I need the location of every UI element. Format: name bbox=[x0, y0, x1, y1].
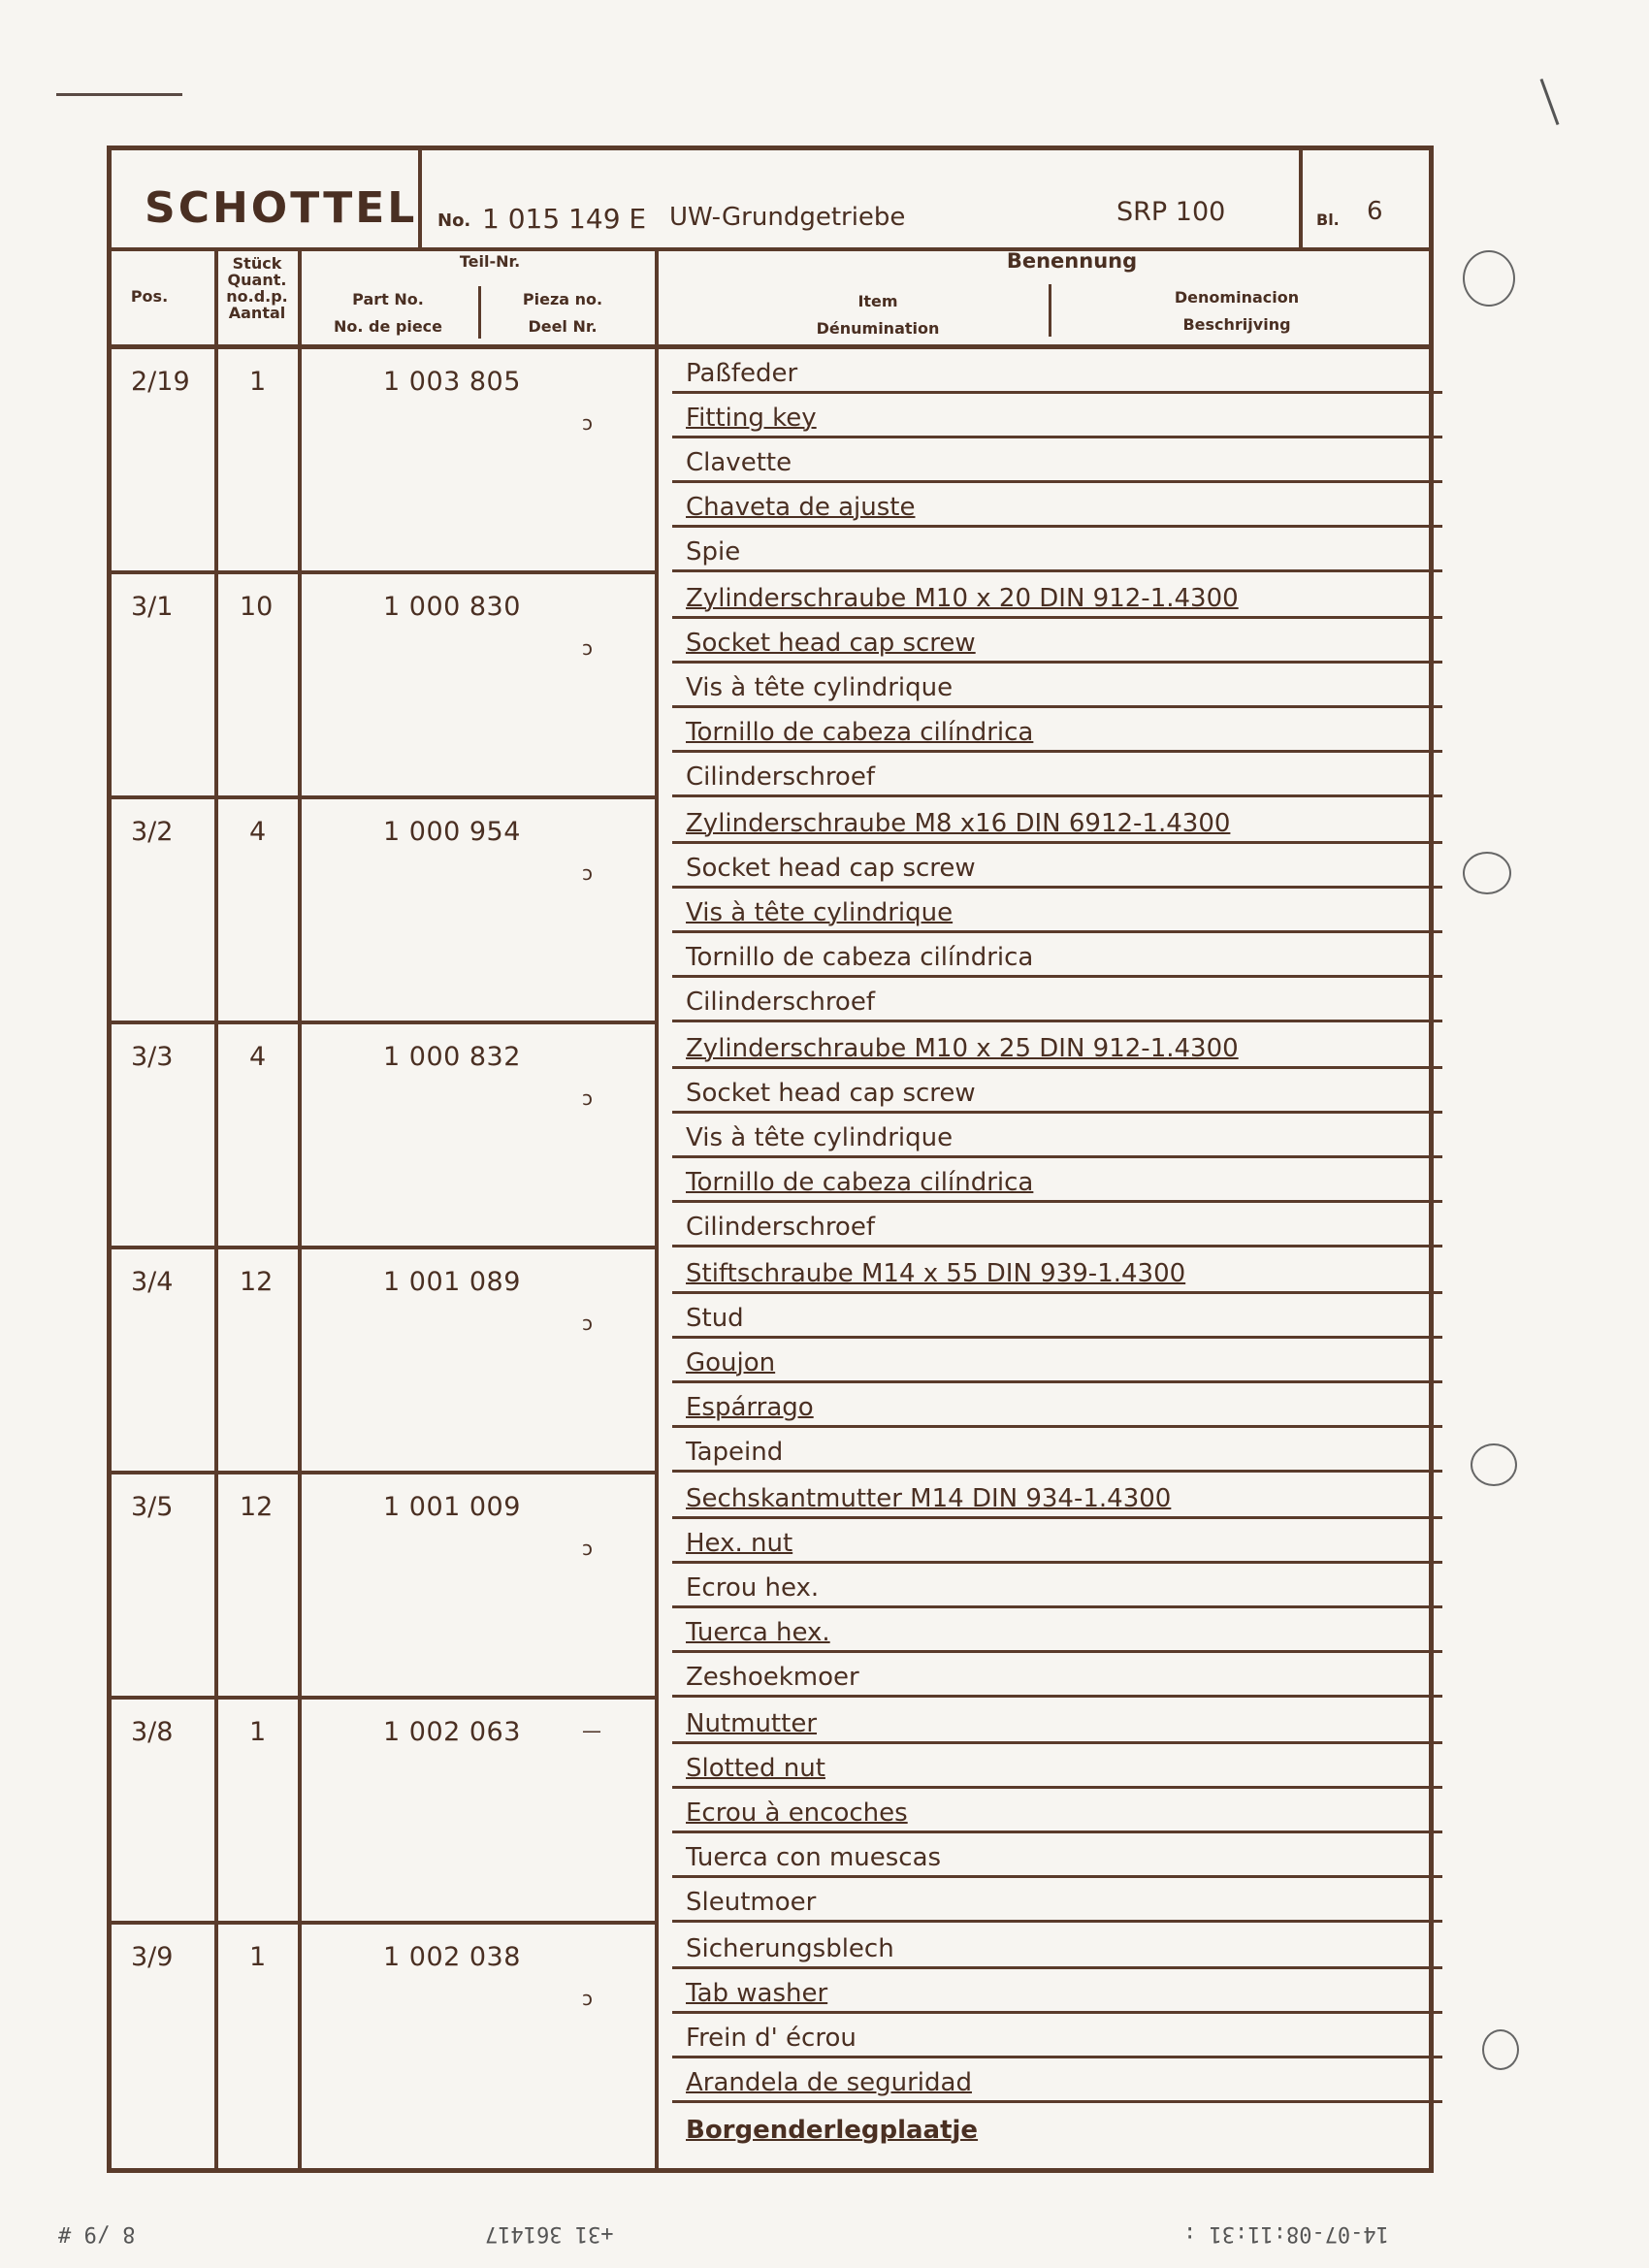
col-part-nl: Deel Nr. bbox=[528, 317, 598, 336]
description-line bbox=[672, 1383, 1442, 1428]
col-part-fr: No. de piece bbox=[333, 317, 443, 336]
column-line bbox=[214, 344, 218, 2168]
model-number: SRP 100 bbox=[1116, 197, 1226, 227]
group-separator bbox=[112, 795, 655, 799]
col-pos: Pos. bbox=[130, 287, 169, 306]
description-text: Socket head cap screw bbox=[686, 854, 976, 883]
stray-pen-mark bbox=[56, 93, 182, 96]
quantity: 1 bbox=[249, 1717, 267, 1747]
col-part-left bbox=[306, 286, 470, 340]
description-text: Vis à tête cylindrique bbox=[686, 1123, 954, 1152]
column-header bbox=[112, 247, 1429, 349]
fax-footer-timestamp: 14-07-08:11:31 : bbox=[1183, 2221, 1389, 2246]
brand-logo: SCHOTTEL bbox=[145, 183, 418, 233]
description-text: Cilinderschroef bbox=[686, 762, 875, 792]
header-subdivider bbox=[1049, 284, 1051, 337]
quantity: 10 bbox=[240, 592, 274, 622]
fax-footer-number: +31 361417 bbox=[485, 2221, 614, 2246]
doc-title: UW-Grundgetriebe bbox=[669, 203, 906, 232]
sheet-label: Bl. bbox=[1316, 211, 1340, 229]
check-mark: ↄ bbox=[582, 1086, 593, 1110]
description-line bbox=[672, 753, 1442, 797]
description-line bbox=[672, 1249, 1442, 1294]
description-line bbox=[672, 349, 1442, 394]
punch-hole-mark bbox=[1463, 852, 1511, 894]
col-qty-de: Stück bbox=[232, 254, 282, 273]
description-text: Sleutmoer bbox=[686, 1888, 817, 1917]
description-line bbox=[672, 933, 1442, 978]
title-bar bbox=[112, 150, 1429, 251]
description-text: Hex. nut bbox=[686, 1529, 793, 1558]
part-number: 1 000 830 bbox=[383, 592, 521, 622]
description-line bbox=[672, 1069, 1442, 1114]
col-denom-nl: Beschrijving bbox=[1182, 315, 1291, 334]
description-text: Vis à tête cylindrique bbox=[686, 898, 954, 927]
part-number: 1 001 089 bbox=[383, 1267, 521, 1297]
part-number: 1 002 063 bbox=[383, 1717, 521, 1747]
quantity: 1 bbox=[249, 1942, 267, 1972]
description-line bbox=[672, 1203, 1442, 1247]
description-line bbox=[672, 1114, 1442, 1158]
description-line bbox=[672, 799, 1442, 844]
position-number: 3/1 bbox=[131, 592, 174, 622]
col-qty-nl: Aantal bbox=[228, 304, 286, 322]
description-text: Stiftschraube M14 x 55 DIN 939-1.4300 bbox=[686, 1259, 1186, 1288]
description-text: Nutmutter bbox=[686, 1709, 818, 1738]
col-item-en: Item bbox=[857, 292, 898, 310]
description-line bbox=[672, 1608, 1442, 1653]
group-separator bbox=[112, 1921, 655, 1925]
col-part-right bbox=[490, 286, 635, 340]
description-line bbox=[672, 1700, 1442, 1744]
description-line bbox=[672, 1519, 1442, 1564]
description-line bbox=[672, 1024, 1442, 1069]
col-denom-es: Denominacion bbox=[1174, 288, 1300, 307]
description-line bbox=[672, 2014, 1442, 2058]
punch-hole-mark bbox=[1463, 250, 1515, 307]
logo-cell bbox=[112, 150, 422, 247]
position-number: 3/4 bbox=[131, 1267, 174, 1297]
group-separator bbox=[112, 1246, 655, 1249]
description-text: Tornillo de cabeza cilíndrica bbox=[686, 1168, 1034, 1197]
part-number: 1 000 832 bbox=[383, 1042, 521, 1072]
col-benennung: Benennung bbox=[1006, 249, 1138, 273]
position-number: 2/19 bbox=[131, 367, 190, 397]
group-separator bbox=[112, 1471, 655, 1474]
col-part-es: Pieza no. bbox=[522, 290, 603, 308]
col-teil: Teil-Nr. bbox=[459, 252, 521, 271]
description-text: Cilinderschroef bbox=[686, 988, 875, 1017]
description-text: Ecrou à encoches bbox=[686, 1798, 908, 1828]
description-line bbox=[672, 2058, 1442, 2103]
description-text: Arandela de seguridad bbox=[686, 2068, 972, 2097]
description-line bbox=[672, 889, 1442, 933]
description-text: Clavette bbox=[686, 448, 792, 477]
col-qty bbox=[218, 255, 296, 321]
description-text: Tornillo de cabeza cilíndrica bbox=[686, 943, 1034, 972]
group-separator bbox=[112, 1696, 655, 1700]
description-line bbox=[672, 1158, 1442, 1203]
description-text: Borgenderlegplaatje bbox=[686, 2116, 979, 2145]
check-mark: ↄ bbox=[582, 1312, 593, 1335]
check-mark: — bbox=[582, 1719, 601, 1742]
position-number: 3/3 bbox=[131, 1042, 174, 1072]
description-line bbox=[672, 2103, 1442, 2148]
description-line bbox=[672, 708, 1442, 753]
quantity: 4 bbox=[249, 1042, 267, 1072]
description-line bbox=[672, 1339, 1442, 1383]
part-number: 1 000 954 bbox=[383, 817, 521, 847]
description-text: Tuerca con muescas bbox=[686, 1843, 942, 1872]
description-line bbox=[672, 438, 1442, 483]
description-text: Slotted nut bbox=[686, 1754, 825, 1783]
punch-hole-mark bbox=[1482, 2029, 1519, 2070]
description-text: Chaveta de ajuste bbox=[686, 493, 916, 522]
description-line bbox=[672, 1564, 1442, 1608]
description-text: Sicherungsblech bbox=[686, 1934, 894, 1963]
sheet-number: 6 bbox=[1367, 197, 1383, 226]
description-text: Cilinderschroef bbox=[686, 1213, 875, 1242]
quantity: 12 bbox=[240, 1267, 274, 1297]
description-text: Socket head cap screw bbox=[686, 1079, 976, 1108]
description-text: Sechskantmutter M14 DIN 934-1.4300 bbox=[686, 1484, 1172, 1513]
check-mark: ↄ bbox=[582, 1987, 593, 2010]
description-line bbox=[672, 574, 1442, 619]
description-line bbox=[672, 1653, 1442, 1698]
description-line bbox=[672, 1833, 1442, 1878]
description-line bbox=[672, 528, 1442, 572]
position-number: 3/9 bbox=[131, 1942, 174, 1972]
description-line bbox=[672, 1789, 1442, 1833]
description-line bbox=[672, 844, 1442, 889]
column-line bbox=[655, 344, 659, 2168]
check-mark: ↄ bbox=[582, 411, 593, 435]
description-text: Frein d' écrou bbox=[686, 2024, 857, 2053]
description-line bbox=[672, 1474, 1442, 1519]
header-divider bbox=[298, 247, 302, 344]
description-text: Spie bbox=[686, 537, 741, 567]
description-text: Tuerca hex. bbox=[686, 1618, 830, 1647]
position-number: 3/2 bbox=[131, 817, 174, 847]
check-mark: ↄ bbox=[582, 1537, 593, 1560]
description-line bbox=[672, 619, 1442, 664]
col-item-fr: Dénumination bbox=[816, 319, 940, 338]
part-number: 1 003 805 bbox=[383, 367, 521, 397]
stray-pen-tick bbox=[1540, 79, 1560, 125]
group-separator bbox=[112, 1021, 655, 1024]
description-line bbox=[672, 664, 1442, 708]
description-line bbox=[672, 483, 1442, 528]
description-text: Paßfeder bbox=[686, 359, 798, 388]
fax-footer-page: 8 /9 # bbox=[58, 2221, 136, 2246]
col-qty-fr: no.d.p. bbox=[226, 287, 288, 306]
description-text: Tab washer bbox=[686, 1979, 828, 2008]
description-text: Zeshoekmoer bbox=[686, 1663, 859, 1692]
doc-no-label: No. bbox=[437, 211, 471, 231]
description-text: Goujon bbox=[686, 1348, 776, 1377]
description-line bbox=[672, 1294, 1442, 1339]
description-line bbox=[672, 1969, 1442, 2014]
column-line bbox=[298, 344, 302, 2168]
description-text: Tapeind bbox=[686, 1438, 784, 1467]
sheet-cell bbox=[1299, 150, 1439, 247]
header-subdivider bbox=[478, 286, 481, 339]
description-line bbox=[672, 1744, 1442, 1789]
check-mark: ↄ bbox=[582, 636, 593, 660]
description-text: Zylinderschraube M10 x 20 DIN 912-1.4300 bbox=[686, 584, 1239, 613]
description-text: Tornillo de cabeza cilíndrica bbox=[686, 718, 1034, 747]
col-item bbox=[732, 288, 1023, 342]
position-number: 3/5 bbox=[131, 1492, 174, 1522]
description-text: Zylinderschraube M8 x16 DIN 6912-1.4300 bbox=[686, 809, 1231, 838]
description-line bbox=[672, 394, 1442, 438]
group-separator bbox=[112, 570, 655, 574]
description-text: Zylinderschraube M10 x 25 DIN 912-1.4300 bbox=[686, 1034, 1239, 1063]
position-number: 3/8 bbox=[131, 1717, 174, 1747]
col-denom bbox=[1091, 284, 1382, 339]
header-divider bbox=[655, 247, 659, 344]
description-text: Vis à tête cylindrique bbox=[686, 673, 954, 702]
description-line bbox=[672, 1925, 1442, 1969]
punch-hole-mark bbox=[1471, 1443, 1517, 1486]
description-text: Espárrago bbox=[686, 1393, 814, 1422]
quantity: 12 bbox=[240, 1492, 274, 1522]
part-number: 1 002 038 bbox=[383, 1942, 521, 1972]
col-qty-en: Quant. bbox=[227, 271, 287, 289]
description-text: Socket head cap screw bbox=[686, 629, 976, 658]
description-text: Fitting key bbox=[686, 404, 817, 433]
col-part-en: Part No. bbox=[352, 290, 424, 308]
description-text: Stud bbox=[686, 1304, 744, 1333]
description-line bbox=[672, 1878, 1442, 1923]
quantity: 1 bbox=[249, 367, 267, 397]
description-line bbox=[672, 1428, 1442, 1473]
quantity: 4 bbox=[249, 817, 267, 847]
doc-number: 1 015 149 E bbox=[482, 203, 647, 235]
part-number: 1 001 009 bbox=[383, 1492, 521, 1522]
check-mark: ↄ bbox=[582, 861, 593, 885]
parts-list-sheet bbox=[107, 146, 1434, 2173]
description-text: Ecrou hex. bbox=[686, 1573, 820, 1603]
description-line bbox=[672, 978, 1442, 1022]
